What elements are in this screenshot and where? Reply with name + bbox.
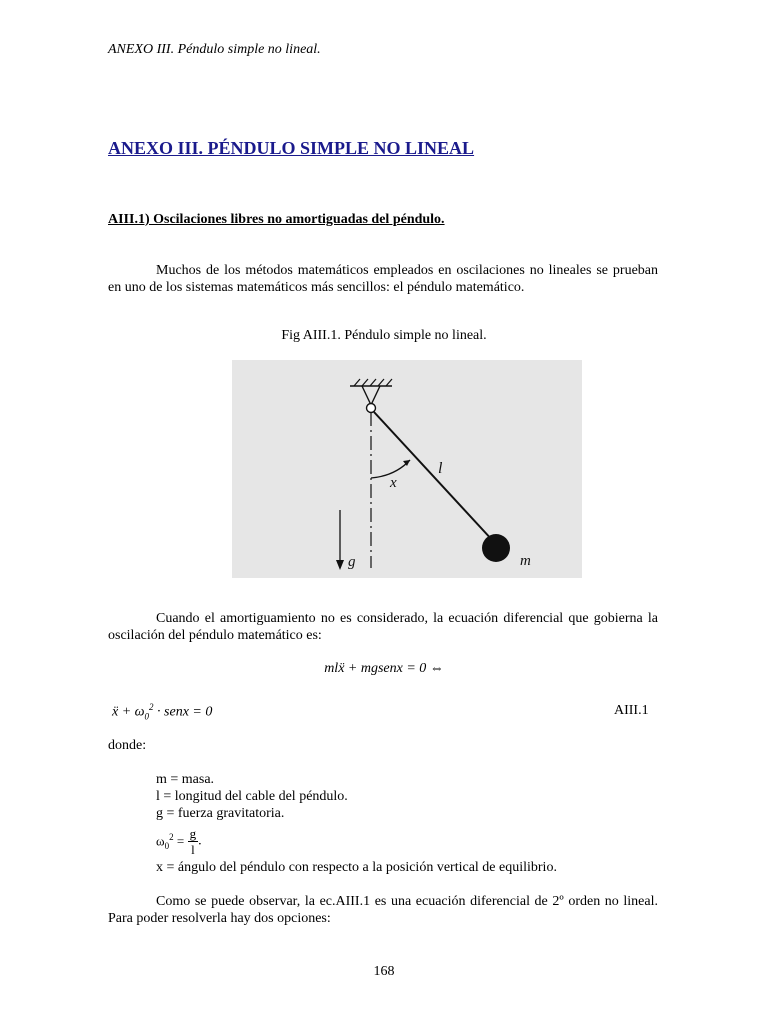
omega-equals: =	[173, 833, 185, 849]
definition-mass: m = masa.	[156, 772, 215, 787]
page-number: 168	[373, 964, 395, 979]
section-heading: AIII.1) Oscilaciones libres no amortiguadas del péndulo.	[108, 212, 445, 227]
figure-caption: Fig AIII.1. Péndulo simple no lineal.	[281, 328, 487, 343]
equation-aiii1-sup: 2	[149, 702, 154, 712]
pendulum-bob	[482, 534, 510, 562]
pivot-point	[367, 404, 376, 413]
paragraph-intro	[108, 262, 658, 296]
label-gravity: g	[348, 554, 356, 570]
fraction-period: .	[198, 833, 202, 849]
page-title: ANEXO III. PÉNDULO SIMPLE NO LINEAL	[108, 138, 475, 158]
definitions-list	[156, 771, 348, 822]
definition-omega	[156, 826, 202, 862]
label-mass: m	[520, 553, 531, 569]
equation-aiii1	[112, 702, 212, 721]
omega-fraction	[188, 826, 199, 857]
paragraph-conclusion	[108, 893, 658, 927]
equation-aiii1-sub: 0	[144, 711, 150, 722]
paragraph-equation-intro-text: Cuando el amortiguamiento no es considerado, la ecuación diferencial que gobierna la oscilación del péndulo matemático es:	[108, 611, 658, 643]
fraction-numerator: g	[189, 826, 197, 841]
paragraph-conclusion-text: Como se puede observar, la ec.AIII.1 es una ecuación diferencial de 2º orden no lineal. Para poder resolverla hay dos opciones:	[108, 894, 658, 926]
definitions-intro: donde:	[108, 738, 147, 753]
paragraph-equation-intro	[108, 610, 658, 644]
definition-angle: x = ángulo del péndulo con respecto a la posición vertical de equilibrio.	[156, 860, 557, 875]
equation-motion: mlẍ + mgsenx = 0 ⇔	[324, 661, 444, 676]
fraction-denominator: l	[191, 842, 195, 857]
label-length: l	[438, 460, 443, 477]
running-header: ANEXO III. Péndulo simple no lineal.	[108, 42, 321, 57]
definition-length: l = longitud del cable del péndulo.	[156, 789, 348, 804]
figure-background	[232, 360, 582, 578]
paragraph-intro-text: Muchos de los métodos matemáticos empleados en oscilaciones no lineales se prueban en uno de los sistemas matemáticos más sencillos: el péndulo matemático.	[108, 263, 658, 295]
equation-aiii1-main: ẍ + ω	[112, 704, 145, 720]
equation-label: AIII.1	[614, 703, 649, 718]
definition-gravity: g = fuerza gravitatoria.	[156, 806, 285, 821]
omega-sup: 2	[169, 832, 174, 843]
pendulum-figure	[232, 360, 582, 578]
omega-symbol: ω	[156, 833, 165, 849]
label-angle: x	[390, 475, 397, 491]
omega-sub: 0	[164, 840, 170, 851]
equation-aiii1-rest: · senx = 0	[153, 704, 213, 720]
pendulum-diagram	[232, 360, 582, 578]
